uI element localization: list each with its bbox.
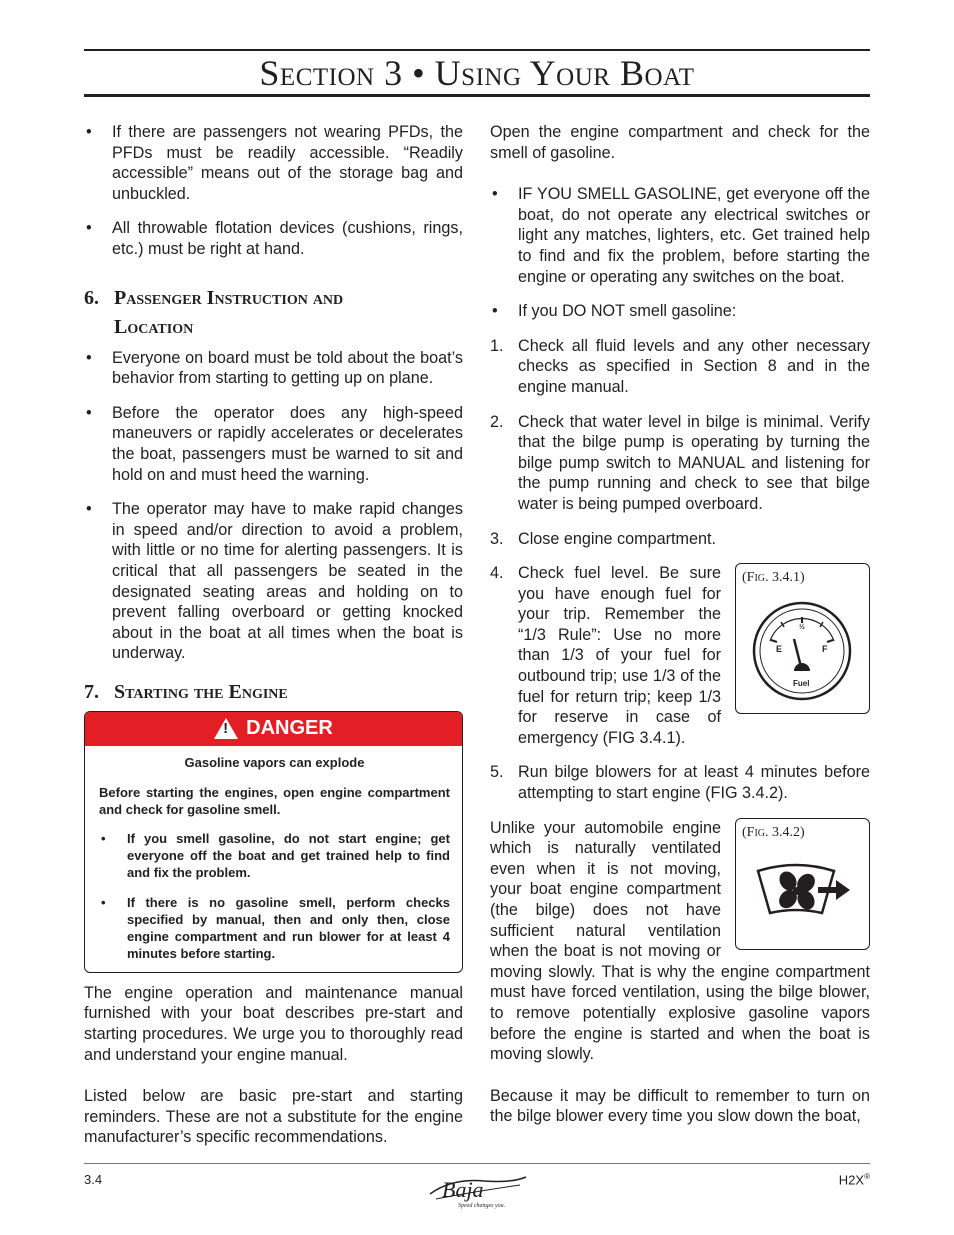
gauge-full-label: F: [822, 643, 828, 654]
bullet-throwables: • All throwable flotation devices (cushions, rings, etc.) must be right at hand.: [84, 218, 463, 259]
gauge-empty-label: E: [776, 643, 783, 654]
step-item: 1. Check all fluid levels and any other necessary checks as specified in Section 8 and in the engine manual.: [490, 336, 870, 396]
danger-header: [85, 712, 462, 746]
paragraph-engine-manual: The engine operation and maintenance manual furnished with your boat describes pre-start and starting procedures. We urge you to thoroughly read and understand your engine manual.: [84, 983, 463, 1064]
bullet-rapid-changes: • The operator may have to make rapid changes in speed and/or direction to avoid a problem, with little or no time for alerting passengers. It is critical that all passengers be seated in the designated seating areas and holding on to prevent falling overboard or getting knocked about in the boat at all times when the boat is underway.: [84, 499, 463, 664]
heading-number: 6.: [84, 286, 99, 309]
danger-box: [84, 711, 463, 973]
warning-triangle-icon: !: [214, 718, 238, 739]
danger-label: DANGER: [246, 717, 333, 740]
right-column: [490, 122, 870, 1127]
heading-text: Passenger Instruction and: [114, 286, 344, 309]
footer-rule: [84, 1163, 870, 1164]
baja-logo-icon: [422, 1172, 532, 1210]
svg-text:Speed changes you.: Speed changes you.: [458, 1203, 506, 1209]
figure-label: (Fig. 3.4.2): [742, 824, 805, 840]
ventilation-wrap: [490, 818, 870, 1065]
page-number: 3.4: [84, 1172, 103, 1187]
bullet-smell-gasoline: • IF YOU SMELL GASOLINE, get everyone off the boat, do not operate any electrical switches or light any matches, lighters, etc. Get trained help to find and fix the problem, before starting the engine or operating any switches on the boat.: [490, 184, 870, 287]
bullet-maneuvers: • Before the operator does any high-speed maneuvers or rapidly accelerates or decelerates the boat, passengers must be warned to sit and hold on and must heed the warning.: [84, 403, 463, 485]
step-item: 4. Check fuel level. Be sure you have enough fuel for your trip. Remember the “1/3 Rule”: Use no more than 1/3 of your fuel for outbound trip; use 1/3 of the fuel for return trip; keep 1/3 for reserve in case of emergency (FIG 3.4.1).: [490, 564, 721, 747]
paragraph-ventilation: Unlike your automobile engine which is naturally ventilated even when it is not moving, your boat engine compartment (the bilge) does not have sufficient natural ventilation when the boat is not moving or moving slowly. That is why the engine compartment must have forced ventilation, using the bilge blower, to remove potentially explosive gasoline vapors before the engine is started and when the boat is moving slowly.: [490, 818, 870, 1064]
page-title: Section 3 • Using Your Boat: [259, 53, 695, 93]
heading-passenger-instruction: [84, 284, 463, 342]
blower-fan-icon: [736, 843, 869, 943]
heading-text-cont: Location: [114, 315, 194, 338]
paragraph-bilge-blower: Because it may be difficult to remember to turn on the bilge blower every time you slow down the boat,: [490, 1086, 870, 1126]
model-name: H2X®: [838, 1172, 870, 1188]
figure-label: (Fig. 3.4.1): [742, 570, 805, 586]
paragraph-open-compartment: Open the engine compartment and check for the smell of gasoline.: [490, 123, 870, 162]
header-rule-bottom: [84, 94, 870, 97]
gauge-fuel-label: Fuel: [793, 678, 810, 688]
danger-subtitle: Gasoline vapors can explode: [184, 754, 365, 770]
gauge-half-label: ½: [799, 623, 805, 631]
header-rule-top: [84, 49, 870, 51]
danger-bullet: • If there is no gasoline smell, perform checks specified by manual, then and only then, close engine compartment and run blower for at least 4 minutes before starting.: [99, 894, 450, 962]
step-item: 2. Check that water level in bilge is minimal. Verify that the bilge pump is operating by turning the bilge pump switch to MANUAL and listening for the pump running and check to see that bilge water is being pumped overboard.: [490, 412, 870, 513]
step-item: 5. Run bilge blowers for at least 4 minutes before attempting to start engine (FIG 3.4.2).: [490, 763, 870, 803]
svg-text:Baja: Baja: [442, 1177, 484, 1202]
heading-starting-engine: [84, 678, 463, 707]
step-fuel-wrap: [490, 563, 870, 748]
figure-blower: [735, 818, 870, 950]
heading-text: Starting the Engine: [114, 680, 288, 703]
paragraph-reminders: Listed below are basic pre-start and starting reminders. These are not a substitute for the engine manufacturer’s specific recommendations.: [84, 1087, 463, 1147]
danger-intro: Before starting the engines, open engine compartment and check for gasoline smell.: [99, 784, 450, 817]
danger-bullet: • If you smell gasoline, do not start engine; get everyone off the boat and get trained help to find and fix the problem.: [99, 830, 450, 881]
bullet-pfd: • If there are passengers not wearing PFDs, the PFDs must be readily accessible. “Readily accessible” means out of the storage bag and unbuckled.: [84, 122, 463, 204]
heading-number: 7.: [84, 680, 99, 703]
step-item: 3. Close engine compartment.: [490, 529, 716, 548]
danger-body: [85, 746, 462, 972]
bullet-behavior: • Everyone on board must be told about the boat’s behavior from starting to getting up on plane.: [84, 348, 463, 389]
bullet-no-smell: • If you DO NOT smell gasoline:: [490, 301, 870, 322]
left-column: [84, 122, 463, 1148]
